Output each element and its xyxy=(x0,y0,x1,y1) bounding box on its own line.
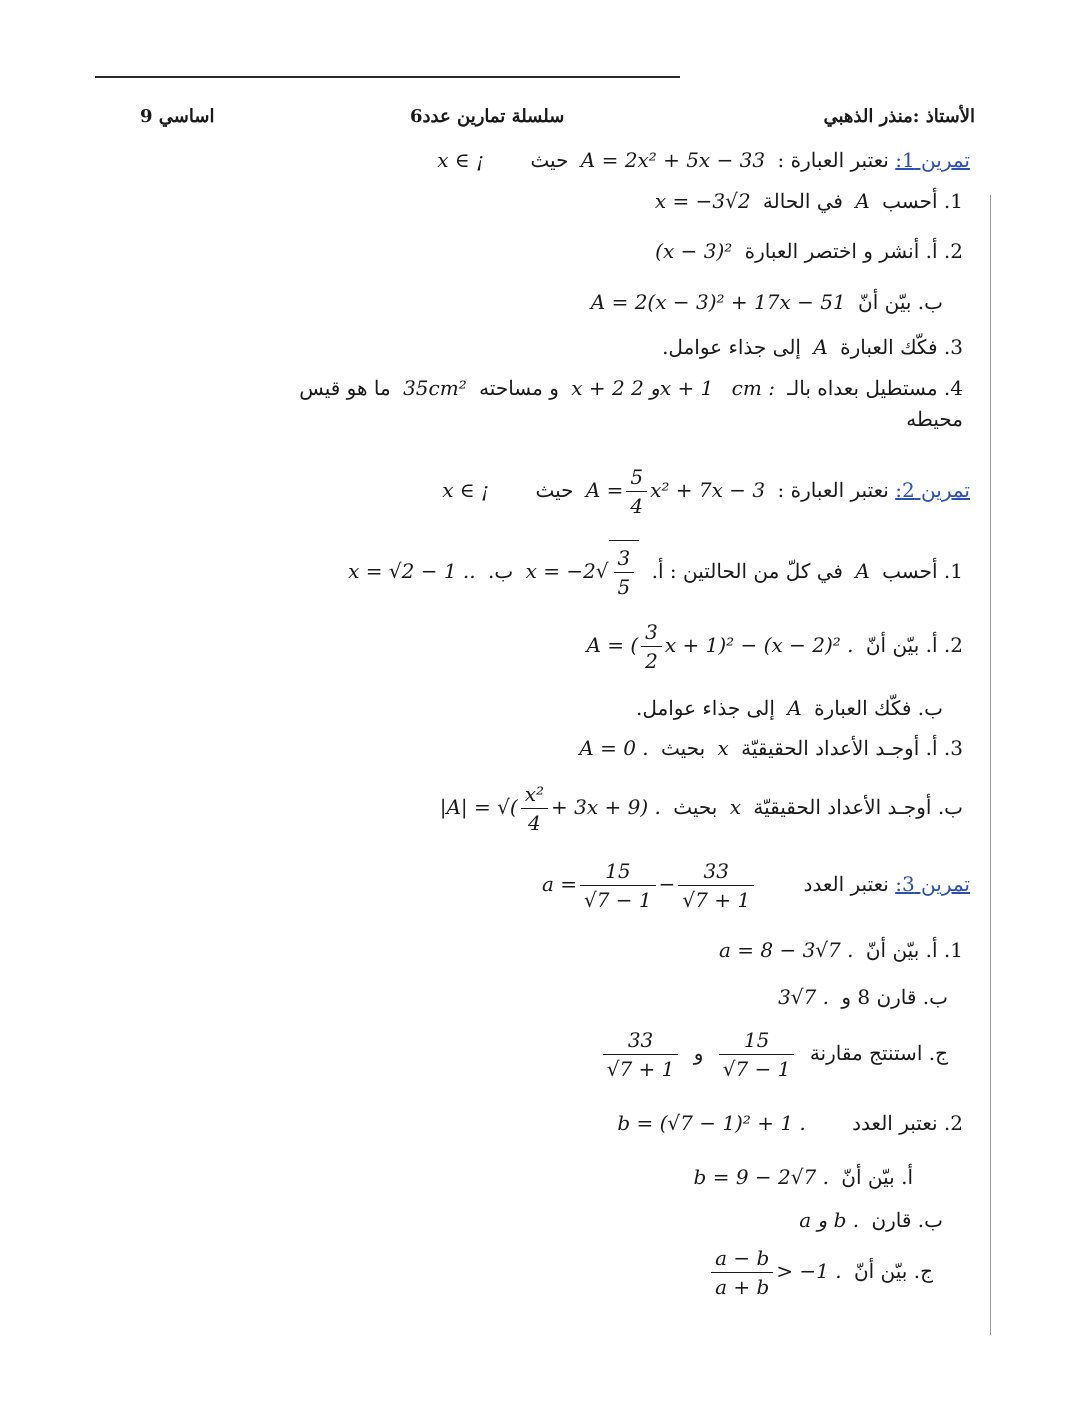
ex3-q2b-expr: a و b . xyxy=(799,1208,860,1232)
ex3-q2-label: 2. نعتبر العدد xyxy=(852,1111,963,1135)
ex2-q1-label: 1. أحسب xyxy=(882,559,963,583)
ex3-q1c-frac2 xyxy=(603,1026,679,1083)
ex3-q1c-and: و xyxy=(693,1041,704,1065)
ex1-where: حيث xyxy=(530,148,569,172)
ex2-fraction xyxy=(626,463,647,520)
ex1-q4-area: 35cm² xyxy=(403,376,467,400)
ex1-q1-value: x = −3√2 xyxy=(654,189,751,213)
ex2-q2b-end: إلى جذاء عوامل. xyxy=(635,696,775,720)
ex2-q3a-expr: A = 0 . xyxy=(579,736,649,760)
ex3-q1c-frac-a xyxy=(716,1022,798,1084)
ex3-frac1-num: 15 xyxy=(580,857,656,886)
ex3-q2c-label: ج. بيّن أنّ xyxy=(853,1259,933,1283)
ex3-q1b-expr: 3√7 . xyxy=(778,985,829,1009)
ex1-title: تمرين 1: xyxy=(895,148,970,172)
ex1-q4-area-label: و مساحته xyxy=(479,376,559,400)
ex1-expression: A = 2x² + 5x − 33 xyxy=(580,148,766,172)
ex2-q1-cases: في كلّ من الحالتين : أ. xyxy=(651,559,843,583)
ex2-q3b-frac xyxy=(521,780,548,837)
ex2-frac-den: 4 xyxy=(630,494,644,518)
ex2-q1-b: x = √2 − 1 .. xyxy=(348,559,476,583)
ex2-q2b xyxy=(636,693,943,723)
ex2-statement xyxy=(436,462,970,520)
ex2-q2a-lhs: A = ( xyxy=(586,633,639,657)
ex2-q2a-rest: x + 1)² − (x − 2)² . xyxy=(664,633,854,657)
ex1-q1 xyxy=(649,186,963,216)
ex3-q1a-expr: a = 8 − 3√7 . xyxy=(718,938,854,962)
ex2-q3a xyxy=(573,733,963,763)
ex1-q2b xyxy=(585,287,943,317)
ex2-q2a-label: 2. أ. بيّن أنّ xyxy=(865,633,963,657)
ex2-q1-a-frac xyxy=(614,544,635,601)
ex2-expression xyxy=(586,462,765,520)
ex3-q2-expr: b = (√7 − 1)² + 1 . xyxy=(617,1111,806,1135)
ex1-q4-unit: cm : xyxy=(731,376,775,400)
teacher-name: الأستاذ :منذر الذهبي xyxy=(823,106,975,127)
ex3-q2c-den: a + b xyxy=(715,1275,770,1299)
ex1-q3-label: 3. فكّك العبارة xyxy=(840,335,963,359)
ex3-q1a xyxy=(713,935,963,965)
ex1-intro: نعتبر العبارة : xyxy=(777,148,889,172)
ex1-q4-end2: محيطه xyxy=(906,407,963,431)
ex3-a-label: a = xyxy=(541,872,577,896)
series-title: سلسلة تمارين عدد6 xyxy=(410,106,565,127)
ex1-q2b-expr: A = 2(x − 3)² + 17x − 51 xyxy=(590,290,846,314)
ex2-q3b-label: ب. أوجـد الأعداد الحقيقيّة xyxy=(753,795,963,819)
ex3-q2c-num: a − b xyxy=(711,1244,773,1273)
ex3-q2a-label: أ. بيّن أنّ xyxy=(841,1165,913,1189)
ex3-q2c-expr xyxy=(708,1240,842,1302)
ex3-intro: نعتبر العدد xyxy=(803,872,889,896)
ex3-q2a-expr: b = 9 − 2√7 . xyxy=(693,1165,829,1189)
ex2-expr-lhs: A = xyxy=(585,478,624,502)
ex1-q1-case: في الحالة xyxy=(762,189,843,213)
ex3-q1c xyxy=(594,1022,948,1084)
ex2-q3a-label: 3. أ. أوجـد الأعداد الحقيقيّة xyxy=(741,736,963,760)
ex3-q2b-label: ب. قارن xyxy=(871,1208,943,1232)
ex2-expr-rest: x² + 7x − 3 xyxy=(650,478,766,502)
ex3-q1c-f1-num: 15 xyxy=(719,1026,795,1055)
ex1-q4 xyxy=(299,373,963,403)
ex2-q3b-such: بحيث xyxy=(673,795,718,819)
ex2-q3b-var: x xyxy=(729,795,741,819)
ex2-q2b-label: ب. فكّك العبارة xyxy=(814,696,943,720)
ex2-q3b-lhs: |A| = √( xyxy=(439,795,518,819)
ex2-q2a-den: 2 xyxy=(645,649,658,673)
ex3-q2c-rest: > −1 . xyxy=(776,1259,842,1283)
ex2-q3b xyxy=(434,777,963,837)
right-margin-rule xyxy=(990,195,991,1335)
ex3-q1c-label: ج. استنتج مقارنة xyxy=(809,1041,948,1065)
ex3-q1c-frac1 xyxy=(719,1026,795,1083)
ex3-minus: − xyxy=(658,872,676,896)
ex3-q1b xyxy=(772,982,948,1012)
ex3-q1a-label: 1. أ. بيّن أنّ xyxy=(865,938,963,962)
ex2-q2a-num: 3 xyxy=(641,618,662,647)
ex2-title: تمرين 2: xyxy=(895,478,970,502)
ex1-q4-dims: x + 2 و 2x + 1 xyxy=(571,376,714,400)
ex3-q1c-f1-den: √7 − 1 xyxy=(722,1057,791,1081)
ex2-q3b-den: 4 xyxy=(527,811,541,835)
ex3-q1c-frac-b xyxy=(600,1022,682,1084)
grade-level: 9 اساسي xyxy=(140,106,215,127)
ex1-statement xyxy=(431,145,970,175)
ex2-q3b-num: x² xyxy=(521,780,548,809)
ex3-frac1-den: √7 − 1 xyxy=(583,888,652,912)
ex3-q2b xyxy=(793,1205,943,1235)
ex2-frac-num: 5 xyxy=(626,463,647,492)
ex1-q2a-label: 2. أ. أنشر و اختصر العبارة xyxy=(744,239,963,263)
ex1-q2a-expr: (x − 3)² xyxy=(655,239,733,263)
ex1-q4-label: 4. مستطيل بعداه بالـ xyxy=(787,376,963,400)
ex2-q1 xyxy=(342,540,963,601)
ex1-q3 xyxy=(662,332,963,362)
ex2-q3b-rest: + 3x + 9) . xyxy=(551,795,661,819)
ex3-q1c-f2-den: √7 + 1 xyxy=(606,1057,675,1081)
ex3-title: تمرين 3: xyxy=(895,872,970,896)
ex1-q4-end: ما هو قيس xyxy=(299,376,391,400)
ex3-frac2-den: √7 + 1 xyxy=(682,888,751,912)
ex2-q1-a-lhs: x = −2 xyxy=(525,559,596,583)
ex1-q4-cont xyxy=(906,404,963,434)
ex1-domain: x ∈ ¡ xyxy=(437,148,485,172)
ex2-q3a-such: بحيث xyxy=(661,736,706,760)
ex2-q1-var: A xyxy=(855,559,870,583)
ex3-expression xyxy=(542,853,757,915)
ex2-q1-a-den: 5 xyxy=(617,575,631,599)
ex2-q1-a: x = −2√ $\frac{3}{5}$ xyxy=(526,540,640,601)
ex1-q2a xyxy=(649,236,963,266)
ex2-intro: نعتبر العبارة : xyxy=(777,478,889,502)
ex1-q3-var: A xyxy=(813,335,828,359)
ex2-q2a-expr xyxy=(586,615,853,675)
ex3-frac1 xyxy=(580,857,656,914)
ex3-q2a xyxy=(688,1162,913,1192)
ex2-q1-a-num: 3 xyxy=(614,544,635,573)
ex1-q1-label: 1. أحسب xyxy=(882,189,963,213)
worksheet-header xyxy=(120,106,975,138)
ex3-statement xyxy=(536,853,970,915)
ex2-q2b-var: A xyxy=(787,696,802,720)
ex3-q2c-frac xyxy=(711,1244,773,1301)
ex1-q3-end: إلى جذاء عوامل. xyxy=(662,335,801,359)
ex2-domain: x ∈ ¡ xyxy=(442,478,490,502)
ex3-q2c xyxy=(702,1240,933,1302)
top-rule xyxy=(95,76,680,78)
ex3-frac2 xyxy=(678,857,754,914)
ex2-q2a-frac xyxy=(641,618,662,675)
ex3-q1c-f2-num: 33 xyxy=(603,1026,679,1055)
ex1-q2b-label: ب. بيّن أنّ xyxy=(858,290,943,314)
ex3-frac2-num: 33 xyxy=(678,857,754,886)
ex3-q1b-label: ب. قارن 8 و xyxy=(841,985,948,1009)
ex2-q1-b-label: ب. xyxy=(488,559,514,583)
ex2-q2a xyxy=(580,615,963,675)
ex2-q3b-expr xyxy=(440,777,661,837)
ex3-q2 xyxy=(611,1108,963,1138)
ex2-q3a-var: x xyxy=(717,736,729,760)
ex2-where: حيث xyxy=(535,478,574,502)
ex1-q1-var: A xyxy=(855,189,870,213)
